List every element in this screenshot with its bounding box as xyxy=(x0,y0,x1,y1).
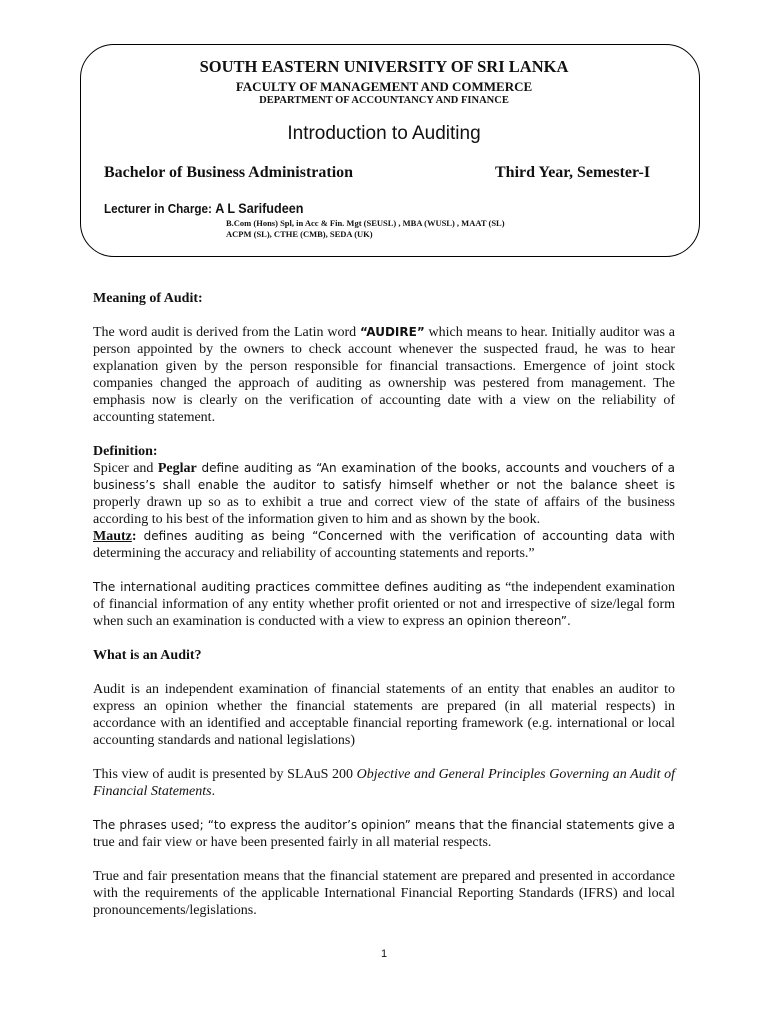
university-name: SOUTH EASTERN UNIVERSITY OF SRI LANKA xyxy=(199,57,569,76)
document-body xyxy=(93,290,675,919)
iapc-definition: The international auditing practices committee defines auditing as “the independent examination of financial information of any entity whether profit oriented or not and irrespective of size/legal form when such an examination is conducted with a view to express an opinion thereon”. xyxy=(93,580,675,629)
degree-program: Bachelor of Business Administration xyxy=(104,164,354,181)
department-name: DEPARTMENT OF ACCOUNTANCY AND FINANCE xyxy=(259,95,509,106)
lecturer-name: A L Sarifudeen xyxy=(215,200,304,216)
audit-paragraph-2: This view of audit is presented by SLAuS 200 Objective and General Principles Governing an Audit of Financial Statements. xyxy=(93,767,675,799)
spicer-definition: Spicer and Peglar define auditing as “An examination of the books, accounts and vouchers of a business’s shall enable the auditor to satisfy himself whether or not the balance sheet is properly drawn up so as to exhibit a true and correct view of the state of affairs of the business according to his best of the information given to him and as shown by the book. xyxy=(93,461,675,527)
audit-paragraph-4: True and fair presentation means that the financial statement are prepared and presented in accordance with the requirements of the applicable International Financial Reporting Standards (IFRS) and local pronouncements/legislations. xyxy=(93,869,675,918)
audit-paragraph-3: The phrases used; “to express the auditor’s opinion” means that the financial statements give a true and fair view or have been presented fairly in all material respects. xyxy=(93,818,675,850)
lecturer-line xyxy=(104,200,303,216)
mautz-definition: Mautz: defines auditing as being “Concerned with the verification of accounting data with determining the accuracy and reliability of accounting statements and reports.” xyxy=(93,529,675,561)
year-semester: Third Year, Semester-I xyxy=(495,164,651,181)
definition-heading: Definition: xyxy=(93,444,158,459)
lecturer-label: Lecturer in Charge: xyxy=(104,201,212,216)
slaus-200-title: Objective and General Principles Governing an Audit of Financial Statements xyxy=(93,767,675,799)
peglar-name: Peglar xyxy=(157,461,197,476)
audit-paragraph-1: Audit is an independent examination of financial statements of an entity that enables an auditor to express an opinion whether the financial statements are prepared (in all material respects) in accordance with an identified and acceptable financial reporting framework (e.g. international or local accounting standards and national legislations) xyxy=(93,682,675,748)
page-number: 1 xyxy=(380,948,388,960)
lecturer-qualifications-1: B.Com (Hons) Spl, in Acc & Fin. Mgt (SEUSL) , MBA (WUSL) , MAAT (SL) xyxy=(226,218,505,228)
mautz-name: Mautz xyxy=(93,529,132,544)
meaning-paragraph: The word audit is derived from the Latin word “AUDIRE” which means to hear. Initially auditor was a person appointed by the owners to check account whenever the suspected fraud, he was to hear explanation given by the person responsible for financial transactions. Emergence of joint stock companies changed the approach of auditing as ownership was pestered from management. The emphasis now is clearly on the verification of accounting date with a view on the reliability of accounting statement. xyxy=(93,325,676,425)
audire-term: “AUDIRE” xyxy=(359,325,425,339)
meaning-heading: Meaning of Audit: xyxy=(93,291,203,306)
lecturer-qualifications-2: ACPM (SL), CTHE (CMB), SEDA (UK) xyxy=(226,229,373,239)
faculty-name: FACULTY OF MANAGEMENT AND COMMERCE xyxy=(235,79,533,94)
course-title: Introduction to Auditing xyxy=(287,123,481,144)
what-is-audit-heading: What is an Audit? xyxy=(93,648,202,663)
